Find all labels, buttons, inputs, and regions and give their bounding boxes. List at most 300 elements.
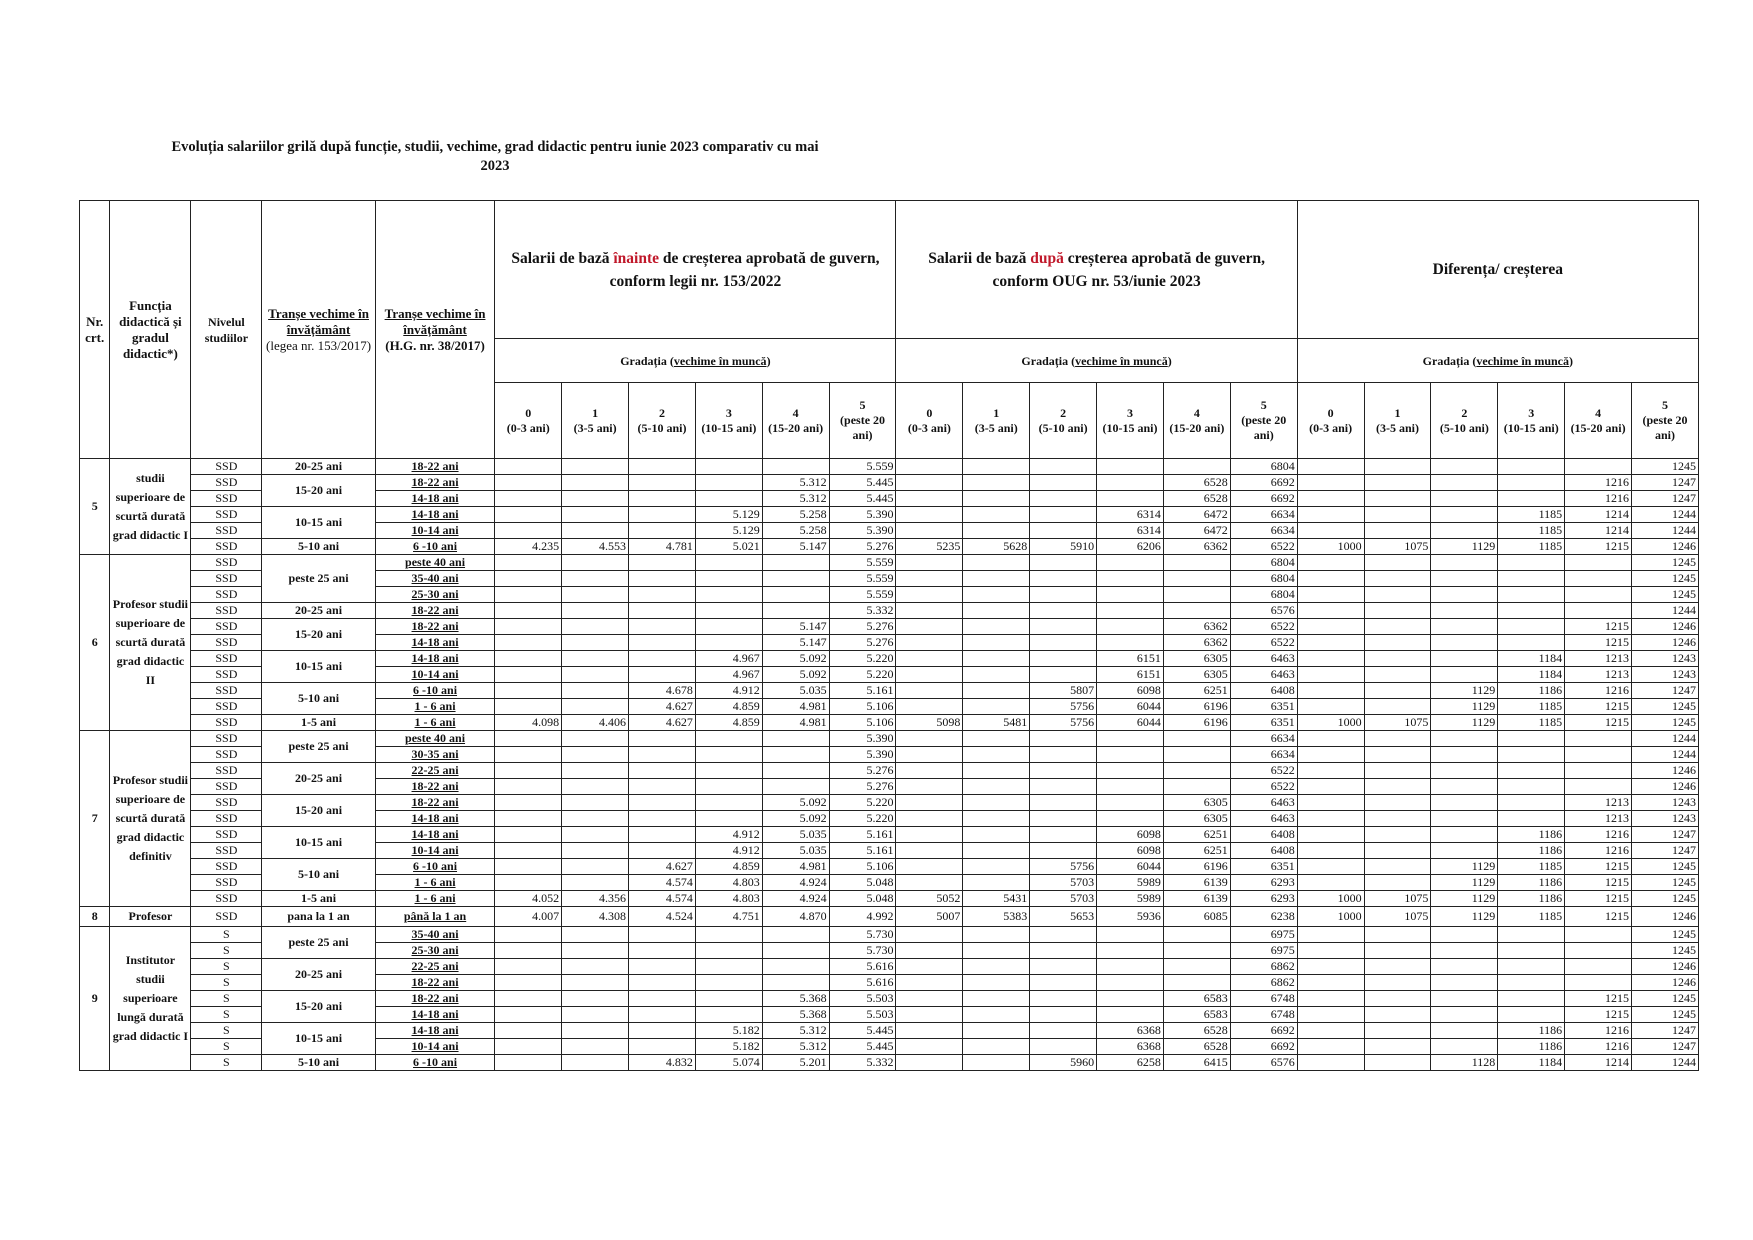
value-cell	[562, 795, 629, 811]
value-cell	[1364, 555, 1431, 571]
value-cell: 6634	[1230, 523, 1297, 539]
value-cell: 6692	[1230, 1039, 1297, 1055]
value-cell: 5.276	[829, 539, 896, 555]
transa-hg: 10-14 ani	[375, 523, 495, 539]
value-cell	[896, 959, 963, 975]
value-cell: 1000	[1297, 715, 1364, 731]
value-cell: 1246	[1632, 779, 1699, 795]
value-cell	[1364, 699, 1431, 715]
nivel-studii: S	[191, 991, 262, 1007]
value-cell: 5.390	[829, 731, 896, 747]
value-cell	[1565, 587, 1632, 603]
value-cell: 6251	[1163, 843, 1230, 859]
value-cell	[495, 991, 562, 1007]
value-cell: 1128	[1431, 1055, 1498, 1071]
header-salarii-inainte: Salarii de bază înainte de creșterea aprobată de guvern, conform legii nr. 153/2022	[495, 201, 896, 339]
value-cell	[1364, 475, 1431, 491]
value-cell: 1247	[1632, 827, 1699, 843]
value-cell	[495, 859, 562, 875]
value-cell	[1431, 959, 1498, 975]
value-cell	[1097, 571, 1164, 587]
value-cell	[1565, 779, 1632, 795]
transa-lege: 20-25 ani	[262, 459, 375, 475]
value-cell	[1498, 635, 1565, 651]
value-cell	[896, 603, 963, 619]
value-cell	[1030, 603, 1097, 619]
value-cell: 5.092	[762, 651, 829, 667]
value-cell	[1364, 507, 1431, 523]
value-cell: 1246	[1632, 959, 1699, 975]
value-cell	[1498, 811, 1565, 827]
value-cell: 4.803	[695, 891, 762, 907]
value-cell	[1498, 475, 1565, 491]
value-cell: 5.048	[829, 875, 896, 891]
value-cell	[1565, 571, 1632, 587]
value-cell	[963, 927, 1030, 943]
value-cell: 5.161	[829, 683, 896, 699]
value-cell: 4.574	[629, 891, 696, 907]
document-title	[100, 138, 890, 176]
value-cell: 5756	[1030, 715, 1097, 731]
transa-lege: 1-5 ani	[262, 715, 375, 731]
value-cell	[1297, 603, 1364, 619]
table-row	[80, 619, 1699, 635]
value-cell	[896, 811, 963, 827]
value-cell: 6862	[1230, 959, 1297, 975]
value-cell: 1216	[1565, 683, 1632, 699]
value-cell	[1030, 651, 1097, 667]
value-cell: 6139	[1163, 891, 1230, 907]
transa-hg: 6 -10 ani	[375, 539, 495, 555]
header-step-3-4: 4 (15-20 ani)	[1565, 383, 1632, 459]
value-cell	[1498, 587, 1565, 603]
table-row	[80, 731, 1699, 747]
value-cell	[963, 779, 1030, 795]
value-cell	[495, 731, 562, 747]
value-cell	[495, 943, 562, 959]
value-cell	[896, 635, 963, 651]
value-cell	[1431, 747, 1498, 763]
value-cell: 1184	[1498, 651, 1565, 667]
value-cell: 5.312	[762, 475, 829, 491]
value-cell	[562, 507, 629, 523]
value-cell	[762, 927, 829, 943]
nivel-studii: SSD	[191, 491, 262, 507]
transa-hg: peste 40 ani	[375, 731, 495, 747]
value-cell	[1364, 619, 1431, 635]
value-cell: 1075	[1364, 715, 1431, 731]
header-transe-hg	[375, 201, 495, 459]
transa-hg: 14-18 ani	[375, 507, 495, 523]
value-cell: 1129	[1431, 891, 1498, 907]
value-cell	[1431, 587, 1498, 603]
value-cell	[1565, 975, 1632, 991]
header-step-3-5: 5 (peste 20 ani)	[1632, 383, 1699, 459]
value-cell: 1243	[1632, 667, 1699, 683]
value-cell	[495, 1007, 562, 1023]
value-cell	[629, 667, 696, 683]
value-cell	[695, 475, 762, 491]
value-cell	[1097, 459, 1164, 475]
value-cell	[963, 811, 1030, 827]
value-cell	[1297, 859, 1364, 875]
value-cell	[1163, 603, 1230, 619]
table-row	[80, 927, 1699, 943]
value-cell	[1364, 1039, 1431, 1055]
value-cell: 4.912	[695, 843, 762, 859]
value-cell	[1364, 811, 1431, 827]
transa-lege: 10-15 ani	[262, 507, 375, 539]
value-cell	[762, 747, 829, 763]
value-cell	[1364, 779, 1431, 795]
value-cell: 1246	[1632, 763, 1699, 779]
nivel-studii: S	[191, 975, 262, 991]
value-cell	[1431, 555, 1498, 571]
transa-lege: 10-15 ani	[262, 651, 375, 683]
value-cell	[1364, 1023, 1431, 1039]
nivel-studii: S	[191, 943, 262, 959]
value-cell: 1186	[1498, 1023, 1565, 1039]
value-cell	[562, 859, 629, 875]
value-cell: 5.106	[829, 715, 896, 731]
value-cell: 6528	[1163, 1023, 1230, 1039]
value-cell: 5.220	[829, 667, 896, 683]
value-cell	[1431, 491, 1498, 507]
value-cell: 6692	[1230, 475, 1297, 491]
value-cell	[1431, 991, 1498, 1007]
value-cell	[1163, 459, 1230, 475]
value-cell: 1247	[1632, 491, 1699, 507]
transa-lege: peste 25 ani	[262, 927, 375, 959]
value-cell	[896, 1007, 963, 1023]
value-cell	[495, 827, 562, 843]
transa-hg: 6 -10 ani	[375, 1055, 495, 1071]
value-cell	[695, 927, 762, 943]
value-cell: 1215	[1565, 891, 1632, 907]
value-cell: 6463	[1230, 651, 1297, 667]
transa-hg: 1 - 6 ani	[375, 715, 495, 731]
transa-lege: pana la 1 an	[262, 907, 375, 927]
table-row	[80, 763, 1699, 779]
value-cell	[896, 683, 963, 699]
header-step-3-1: 1 (3-5 ani)	[1364, 383, 1431, 459]
row-number: 7	[80, 731, 110, 907]
value-cell: 5.048	[829, 891, 896, 907]
value-cell: 5.445	[829, 475, 896, 491]
value-cell	[495, 1023, 562, 1039]
value-cell	[495, 1055, 562, 1071]
nivel-studii: SSD	[191, 699, 262, 715]
value-cell: 1186	[1498, 1039, 1565, 1055]
nivel-studii: SSD	[191, 523, 262, 539]
value-cell: 6408	[1230, 827, 1297, 843]
value-cell	[562, 1039, 629, 1055]
value-cell	[1297, 523, 1364, 539]
value-cell: 4.781	[629, 539, 696, 555]
value-cell	[963, 683, 1030, 699]
value-cell	[1498, 975, 1565, 991]
value-cell	[495, 779, 562, 795]
value-cell: 4.912	[695, 683, 762, 699]
value-cell	[1565, 927, 1632, 943]
function-label: studii superioare de scurtă durată grad didactic I	[110, 459, 191, 555]
value-cell	[1030, 747, 1097, 763]
value-cell	[562, 603, 629, 619]
value-cell: 6351	[1230, 699, 1297, 715]
value-cell	[695, 763, 762, 779]
nivel-studii: SSD	[191, 763, 262, 779]
value-cell	[1364, 571, 1431, 587]
value-cell: 5.390	[829, 523, 896, 539]
value-cell	[963, 555, 1030, 571]
value-cell	[562, 667, 629, 683]
value-cell: 5.445	[829, 1023, 896, 1039]
value-cell: 1216	[1565, 1023, 1632, 1039]
row-number: 9	[80, 927, 110, 1071]
header-step-2-2: 2 (5-10 ani)	[1030, 383, 1097, 459]
value-cell: 5.220	[829, 811, 896, 827]
transa-hg: 18-22 ani	[375, 991, 495, 1007]
value-cell	[562, 811, 629, 827]
value-cell: 4.098	[495, 715, 562, 731]
value-cell	[495, 491, 562, 507]
value-cell: 1245	[1632, 1007, 1699, 1023]
value-cell	[1431, 603, 1498, 619]
value-cell: 5.616	[829, 975, 896, 991]
value-cell	[1097, 975, 1164, 991]
value-cell	[1431, 523, 1498, 539]
value-cell: 4.524	[629, 907, 696, 927]
value-cell: 5960	[1030, 1055, 1097, 1071]
value-cell	[1498, 747, 1565, 763]
nivel-studii: SSD	[191, 907, 262, 927]
value-cell	[562, 587, 629, 603]
value-cell	[495, 795, 562, 811]
value-cell: 5.276	[829, 635, 896, 651]
value-cell	[1431, 763, 1498, 779]
header-step-2-1: 1 (3-5 ani)	[963, 383, 1030, 459]
value-cell	[1297, 731, 1364, 747]
transa-hg: 35-40 ani	[375, 571, 495, 587]
value-cell	[1498, 959, 1565, 975]
header-transe-hg-note: (H.G. nr. 38/2017)	[385, 337, 485, 353]
header-transe-lege-label: Tranșe vechime în învățământ	[268, 305, 369, 337]
value-cell	[963, 699, 1030, 715]
transa-lege: 15-20 ani	[262, 619, 375, 651]
transa-lege: 5-10 ani	[262, 539, 375, 555]
value-cell: 6351	[1230, 859, 1297, 875]
value-cell: 6044	[1097, 859, 1164, 875]
function-label: Institutor studii superioare lungă durată grad didactic I	[110, 927, 191, 1071]
value-cell	[695, 587, 762, 603]
value-cell	[1297, 635, 1364, 651]
value-cell: 5.147	[762, 619, 829, 635]
value-cell	[1097, 587, 1164, 603]
value-cell: 1213	[1565, 667, 1632, 683]
value-cell: 6251	[1163, 827, 1230, 843]
value-cell: 1245	[1632, 699, 1699, 715]
value-cell: 6528	[1163, 1039, 1230, 1055]
value-cell	[1297, 795, 1364, 811]
value-cell: 4.052	[495, 891, 562, 907]
value-cell	[562, 1023, 629, 1039]
value-cell	[562, 747, 629, 763]
value-cell: 1186	[1498, 683, 1565, 699]
value-cell	[1297, 587, 1364, 603]
title-line-2: 2023	[480, 158, 510, 174]
value-cell	[896, 991, 963, 1007]
value-cell: 1215	[1565, 1007, 1632, 1023]
value-cell: 5989	[1097, 875, 1164, 891]
transa-lege: 20-25 ani	[262, 763, 375, 795]
value-cell	[896, 507, 963, 523]
value-cell: 1213	[1565, 795, 1632, 811]
transa-hg: 14-18 ani	[375, 1007, 495, 1023]
value-cell	[1030, 523, 1097, 539]
value-cell: 6463	[1230, 795, 1297, 811]
value-cell	[1097, 491, 1164, 507]
value-cell	[495, 587, 562, 603]
table-row	[80, 991, 1699, 1007]
value-cell	[1163, 571, 1230, 587]
transa-lege: 15-20 ani	[262, 991, 375, 1023]
value-cell: 1185	[1498, 715, 1565, 731]
value-cell: 6804	[1230, 587, 1297, 603]
value-cell	[1565, 763, 1632, 779]
table-row	[80, 459, 1699, 475]
row-number: 8	[80, 907, 110, 927]
value-cell: 6305	[1163, 651, 1230, 667]
transa-hg: 14-18 ani	[375, 651, 495, 667]
value-cell	[963, 959, 1030, 975]
value-cell: 1246	[1632, 619, 1699, 635]
value-cell	[695, 731, 762, 747]
value-cell: 1245	[1632, 571, 1699, 587]
table-row	[80, 715, 1699, 731]
value-cell: 1244	[1632, 603, 1699, 619]
value-cell	[963, 1007, 1030, 1023]
value-cell	[495, 763, 562, 779]
header-step-1-0: 0 (0-3 ani)	[495, 383, 562, 459]
value-cell	[562, 523, 629, 539]
transa-hg: 18-22 ani	[375, 779, 495, 795]
value-cell	[562, 699, 629, 715]
nivel-studii: SSD	[191, 795, 262, 811]
transa-hg: 10-14 ani	[375, 1039, 495, 1055]
value-cell	[1097, 555, 1164, 571]
value-cell: 1185	[1498, 507, 1565, 523]
value-cell	[1097, 991, 1164, 1007]
value-cell: 6692	[1230, 491, 1297, 507]
value-cell: 6238	[1230, 907, 1297, 927]
value-cell	[562, 943, 629, 959]
value-cell: 6206	[1097, 539, 1164, 555]
value-cell: 5.035	[762, 683, 829, 699]
value-cell	[896, 927, 963, 943]
value-cell	[963, 763, 1030, 779]
value-cell	[562, 1055, 629, 1071]
value-cell	[495, 959, 562, 975]
value-cell: 1216	[1565, 827, 1632, 843]
value-cell	[1097, 475, 1164, 491]
value-cell	[1297, 619, 1364, 635]
value-cell: 5.276	[829, 763, 896, 779]
value-cell: 5.074	[695, 1055, 762, 1071]
value-cell	[562, 475, 629, 491]
value-cell: 5.258	[762, 507, 829, 523]
value-cell	[896, 731, 963, 747]
value-cell	[1097, 811, 1164, 827]
value-cell	[1097, 927, 1164, 943]
value-cell	[896, 587, 963, 603]
value-cell: 1214	[1565, 523, 1632, 539]
value-cell	[896, 875, 963, 891]
value-cell: 1215	[1565, 539, 1632, 555]
value-cell	[695, 795, 762, 811]
value-cell: 6085	[1163, 907, 1230, 927]
value-cell	[1297, 571, 1364, 587]
value-cell	[896, 795, 963, 811]
value-cell	[1297, 1007, 1364, 1023]
nivel-studii: S	[191, 1039, 262, 1055]
value-cell	[562, 927, 629, 943]
value-cell	[1364, 523, 1431, 539]
value-cell	[1297, 763, 1364, 779]
value-cell: 6314	[1097, 507, 1164, 523]
value-cell	[1364, 959, 1431, 975]
value-cell	[963, 603, 1030, 619]
value-cell	[695, 779, 762, 795]
value-cell	[495, 523, 562, 539]
value-cell	[495, 699, 562, 715]
value-cell: 5.730	[829, 927, 896, 943]
value-cell	[1097, 959, 1164, 975]
value-cell: 1244	[1632, 747, 1699, 763]
value-cell: 5007	[896, 907, 963, 927]
value-cell	[1431, 1007, 1498, 1023]
nivel-studii: SSD	[191, 731, 262, 747]
value-cell	[1431, 779, 1498, 795]
nivel-studii: SSD	[191, 827, 262, 843]
transa-lege: 5-10 ani	[262, 683, 375, 715]
value-cell	[629, 763, 696, 779]
value-cell: 6408	[1230, 843, 1297, 859]
value-cell	[963, 475, 1030, 491]
value-cell: 1245	[1632, 875, 1699, 891]
value-cell	[1565, 603, 1632, 619]
value-cell: 1246	[1632, 907, 1699, 927]
value-cell: 6472	[1163, 523, 1230, 539]
value-cell	[1364, 795, 1431, 811]
value-cell	[762, 959, 829, 975]
value-cell: 1075	[1364, 907, 1431, 927]
value-cell: 5098	[896, 715, 963, 731]
value-cell	[1163, 747, 1230, 763]
value-cell	[963, 667, 1030, 683]
value-cell	[629, 959, 696, 975]
value-cell	[1364, 491, 1431, 507]
transa-hg: 30-35 ani	[375, 747, 495, 763]
value-cell	[1297, 1055, 1364, 1071]
nivel-studii: S	[191, 927, 262, 943]
value-cell: 5.368	[762, 991, 829, 1007]
table-row	[80, 959, 1699, 975]
value-cell	[695, 635, 762, 651]
value-cell	[629, 827, 696, 843]
value-cell: 1245	[1632, 991, 1699, 1007]
value-cell	[495, 875, 562, 891]
value-cell: 6528	[1163, 475, 1230, 491]
